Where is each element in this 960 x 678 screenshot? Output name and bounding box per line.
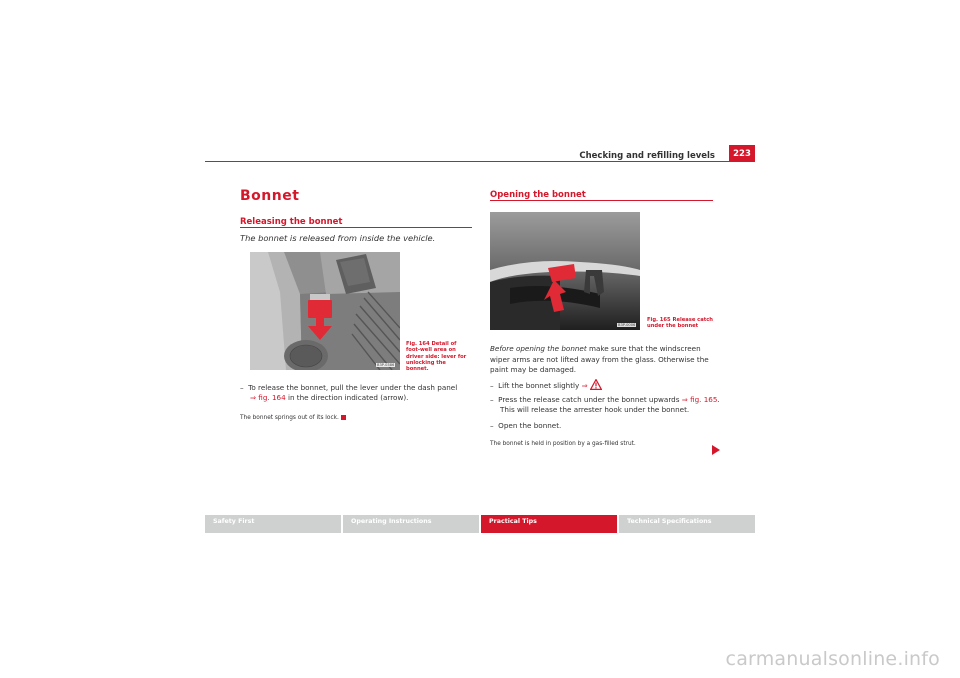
step-text: Lift the bonnet slightly xyxy=(498,381,580,390)
figure-165-code: B3P-0006 xyxy=(618,323,636,327)
step-dash: – xyxy=(240,383,244,392)
step-dash: – xyxy=(490,395,494,404)
step-lift xyxy=(490,379,602,392)
subsection-rule-left xyxy=(240,227,472,228)
footer-tab-label: Safety First xyxy=(213,518,255,525)
page-number-badge: 223 xyxy=(729,145,755,162)
figure-164-caption: Fig. 164 Detail of foot-well area on driver side: lever for unlocking the bonnet. xyxy=(406,341,467,373)
note-text: The bonnet springs out of its lock. xyxy=(240,415,339,421)
figure-165-caption: Fig. 165 Release catch under the bonnet xyxy=(647,317,713,330)
figure-164-footwell xyxy=(250,252,400,370)
step-text-continued: in the direction indicated (arrow). xyxy=(285,393,409,402)
step-dash: – xyxy=(490,381,494,390)
warning-triangle-icon[interactable] xyxy=(590,379,602,390)
subsection-title-releasing: Releasing the bonnet xyxy=(240,217,343,227)
site-watermark: carmanualsonline.info xyxy=(725,648,940,670)
step-press-catch-continued: This will release the arrester hook under the bonnet. xyxy=(500,405,690,414)
intro-rest: make sure that the windscreen wiper arms are not lifted away from the glass. Otherwise the paint may be damaged. xyxy=(490,344,709,375)
lead-text: The bonnet is released from inside the vehicle. xyxy=(240,233,436,243)
step-press-catch xyxy=(490,395,720,406)
footwell-illustration xyxy=(250,252,400,370)
subsection-rule-right xyxy=(490,200,713,201)
step-text: To release the bonnet, pull the lever under the dash panel xyxy=(248,383,458,392)
note-right: The bonnet is held in position by a gas-filled strut. xyxy=(490,441,636,447)
release-catch-illustration xyxy=(490,212,640,330)
footer-tab-practical-tips[interactable] xyxy=(481,515,617,533)
intro-italic: Before opening the bonnet xyxy=(490,344,587,353)
footer-tab-technical-specifications[interactable] xyxy=(619,515,755,533)
footer-tab-safety-first[interactable] xyxy=(205,515,341,533)
step-dash: – xyxy=(490,421,494,430)
footer-tab-operating-instructions[interactable] xyxy=(343,515,479,533)
footer-tab-label: Technical Specifications xyxy=(627,518,712,525)
figure-164-code: B3P-0386 xyxy=(377,363,395,367)
figure-165-release-catch xyxy=(490,212,640,330)
warning-ref-link[interactable]: ⇒ xyxy=(581,381,588,390)
section-end-marker-icon xyxy=(341,415,346,420)
step-release-line2 xyxy=(250,393,408,404)
step-text: Open the bonnet. xyxy=(498,421,562,430)
subsection-title-opening: Opening the bonnet xyxy=(490,190,586,200)
intro-paragraph xyxy=(490,344,716,376)
note-left xyxy=(240,415,346,421)
step-open-bonnet xyxy=(490,421,561,432)
step-release-line1 xyxy=(240,383,457,394)
footer-tab-label: Operating Instructions xyxy=(351,518,432,525)
section-title: Bonnet xyxy=(240,188,300,204)
step-tail: . xyxy=(717,395,720,404)
fig-165-link[interactable]: ⇒ fig. 165 xyxy=(681,395,718,404)
fig-164-link[interactable]: ⇒ fig. 164 xyxy=(250,393,286,402)
header-divider xyxy=(205,161,755,162)
continue-arrow-icon xyxy=(712,440,720,459)
footer-tab-label: Practical Tips xyxy=(489,518,537,525)
step-text: Press the release catch under the bonnet upwards xyxy=(498,395,680,404)
running-header-title: Checking and refilling levels xyxy=(579,151,715,161)
